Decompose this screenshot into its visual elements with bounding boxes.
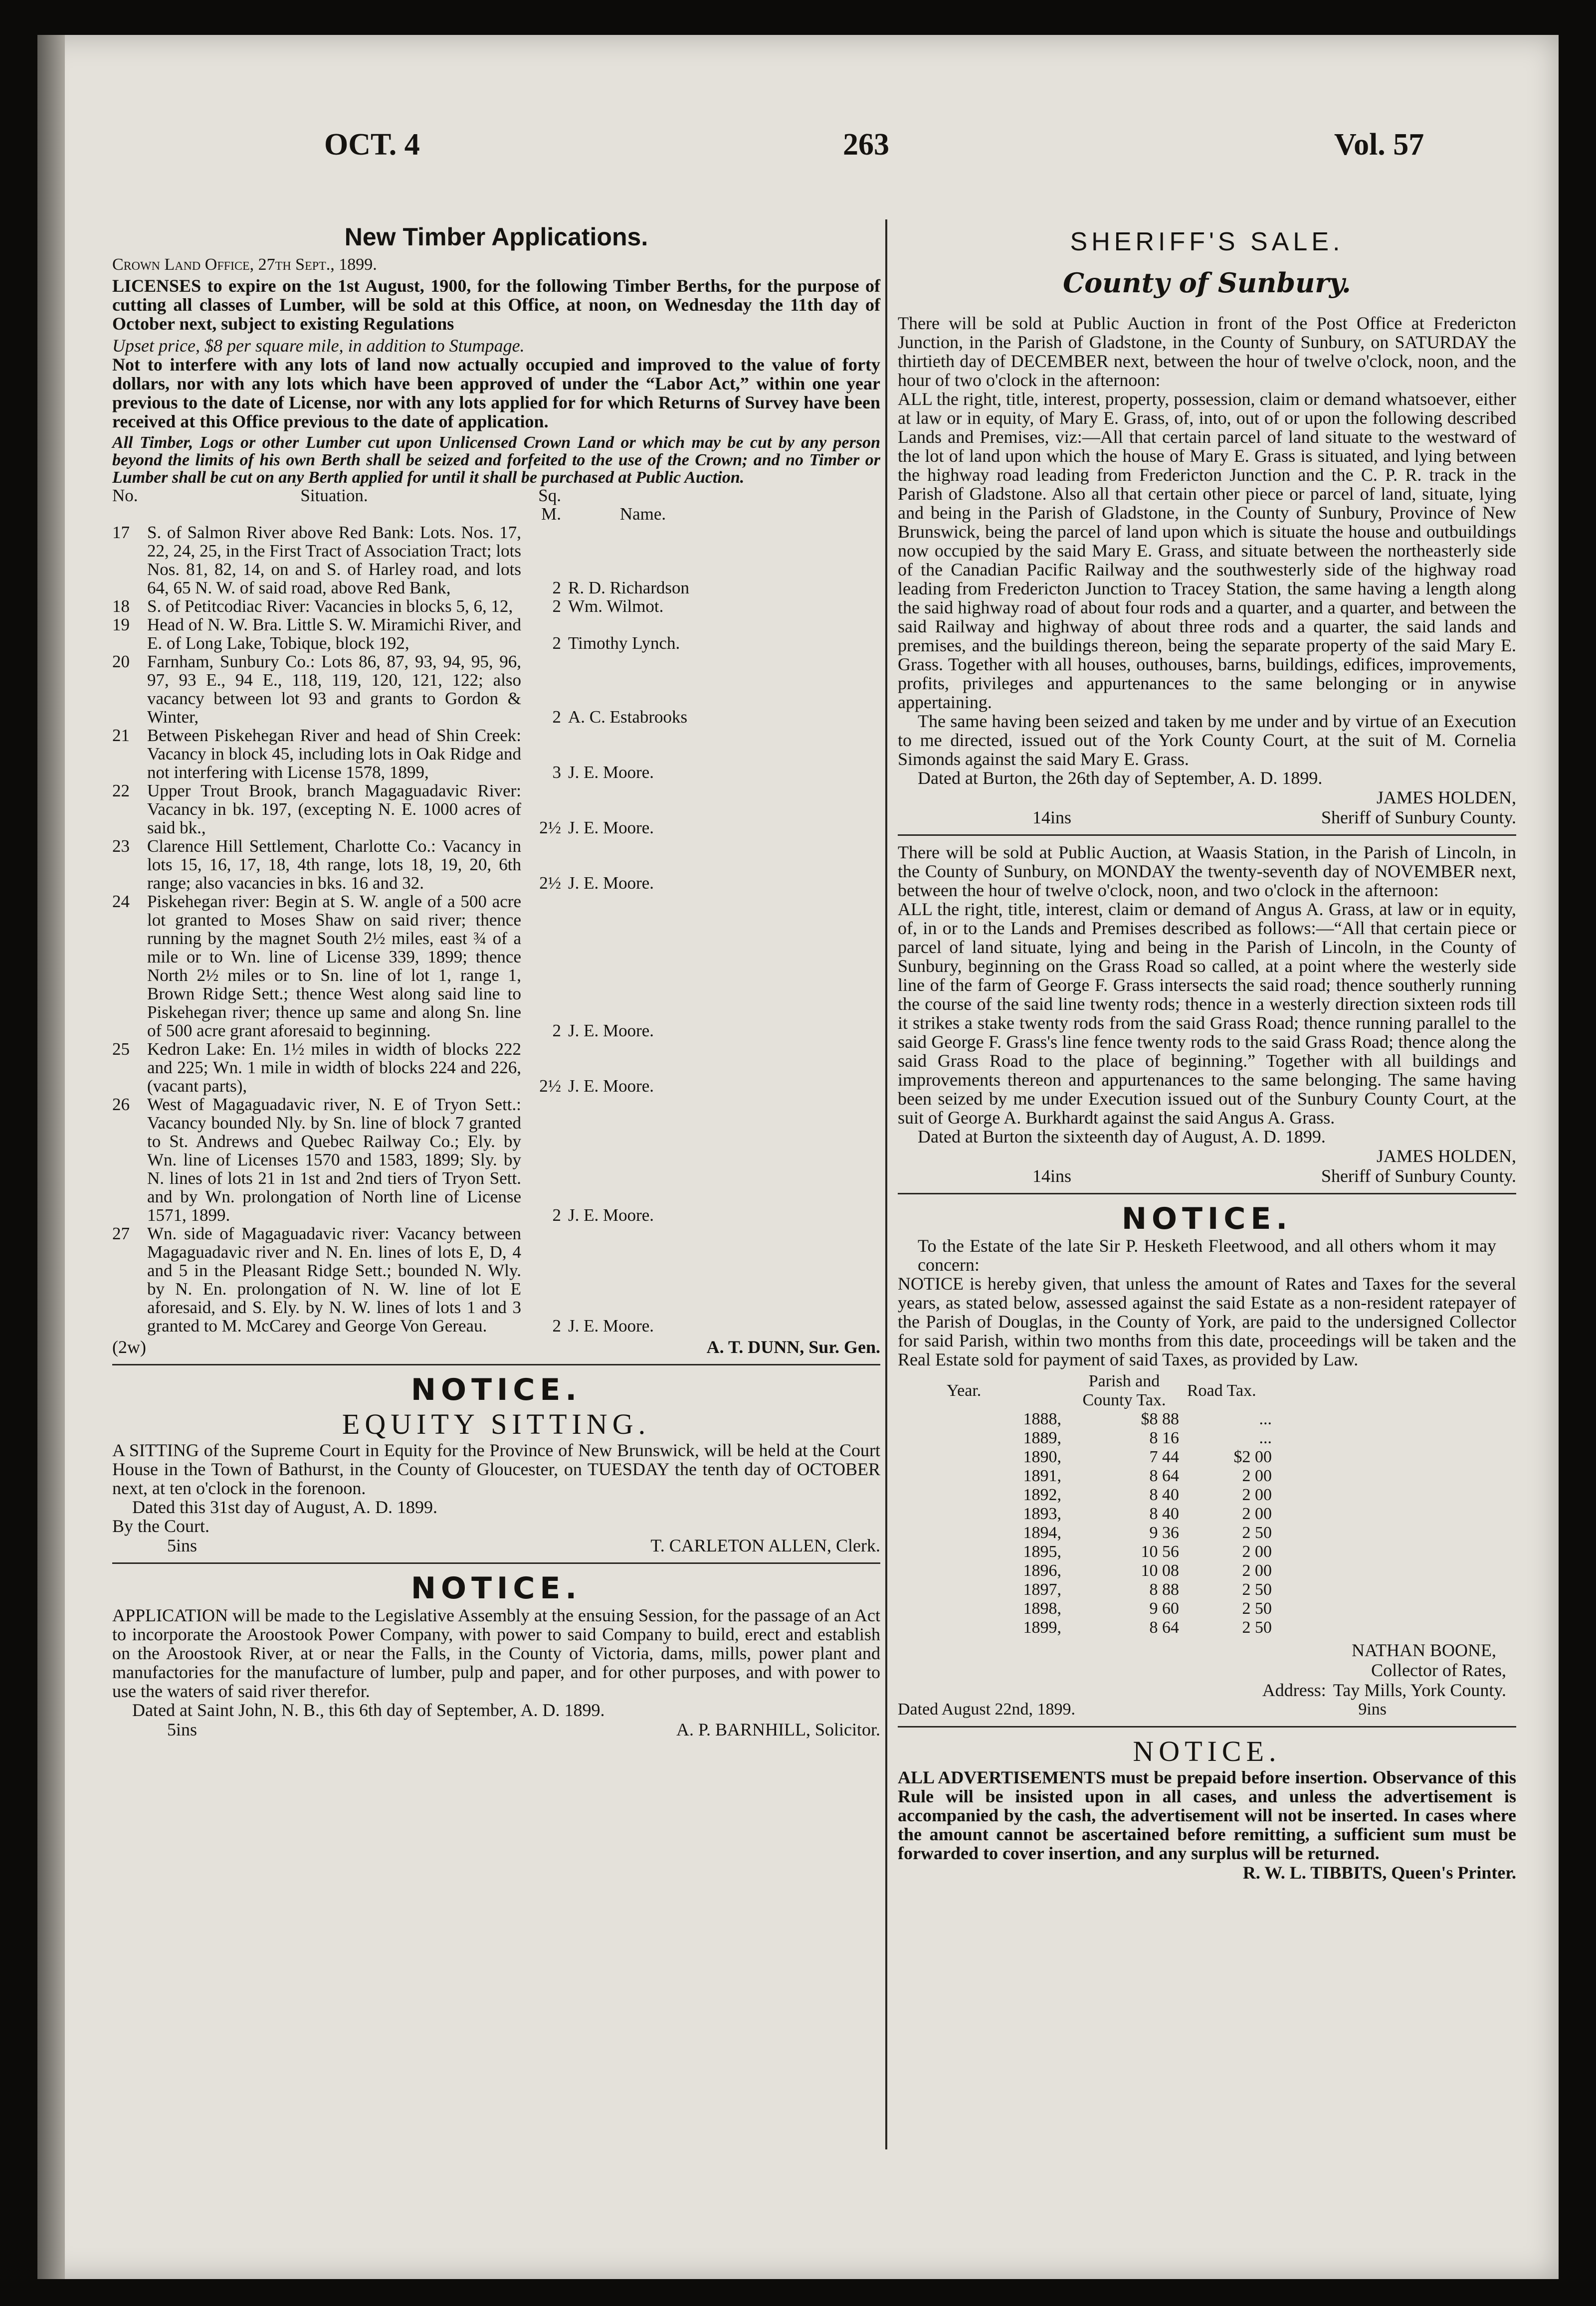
tax-row-parish: 8 88 [1149, 1580, 1179, 1599]
sheriff-sale2-intro: There will be sold at Public Auction, at Waasis Station, in the Parish of Lincoln, in the County of Sunbury, on MONDAY the twenty-seventh day of NOVEMBER next, between the hour of twelve o'clock, noon, and two o'clock in the afternoon: [898, 842, 1516, 900]
timber-row-situation: Clarence Hill Settlement, Charlotte Co.: Vacancy in lots 15, 16, 17, 18, 4th range, lots 18, 19, 20, 6th range; also vacancies in bks. 16 and 32. [147, 836, 521, 893]
sheriff-sale1-signer: JAMES HOLDEN, [1376, 787, 1516, 807]
timber-row [112, 597, 718, 615]
tax-row-parish: 8 64 [1149, 1618, 1179, 1637]
sheriff-sale2-insertions: 14ins [1032, 1166, 1072, 1186]
tax-row-road: 2 50 [1242, 1524, 1272, 1542]
divider [898, 1193, 1516, 1194]
tax-row-year: 1892, [1023, 1486, 1061, 1504]
timber-row-sq: 2½ [539, 818, 561, 837]
timber-row-sq: 2 [552, 1021, 561, 1040]
tax-row-road: 2 00 [1242, 1505, 1272, 1523]
timber-row-no: 23 [112, 836, 130, 856]
timber-intro: LICENSES to expire on the 1st August, 1900, for the following Timber Berths, for the purpose of cutting all classes of Lumber, will be sold at this Office, at noon, on Wednesday the 11th day of October next, subject to existing Regulations [112, 276, 880, 334]
equity-dated: Dated this 31st day of August, A. D. 1899. [132, 1497, 437, 1517]
tax-row [943, 1618, 1276, 1637]
tax-row [943, 1561, 1276, 1580]
tax-col-parish: Parish and County Tax. [1082, 1372, 1166, 1409]
timber-row-name: J. E. Moore. [568, 763, 654, 782]
tax-row-year: 1889, [1023, 1429, 1061, 1447]
advert-signature: R. W. L. TIBBITS, Queen's Printer. [1242, 1863, 1516, 1883]
fleetwood-heading: NOTICE. [1121, 1201, 1293, 1236]
timber-row-no: 22 [112, 781, 130, 800]
fleetwood-dated: Dated August 22nd, 1899. [898, 1700, 1076, 1719]
timber-row-situation: Head of N. W. Bra. Little S. W. Miramichi River, and E. of Long Lake, Tobique, block 192, [147, 615, 521, 653]
timber-row-no: 26 [112, 1095, 130, 1114]
timber-issue: (2w) [112, 1337, 146, 1357]
tax-row-parish: 10 56 [1141, 1542, 1179, 1561]
timber-row-no: 25 [112, 1039, 130, 1059]
tax-row-parish: 9 36 [1149, 1524, 1179, 1542]
tax-row-parish: $8 88 [1141, 1410, 1179, 1428]
timber-row [112, 1040, 718, 1095]
col-header-situation: Situation. [300, 486, 368, 505]
fleetwood-body: NOTICE is hereby given, that unless the amount of Rates and Taxes for the several years, as stated below, assessed against the said Estate as a non-resident ratepayer of the Parish of Douglas, in the County of York, are paid to the undersigned Collector for said Parish, within two months from this date, proceedings will be taken and the Real Estate sold for payment of said Taxes, as provided by Law. [898, 1274, 1516, 1369]
equity-insertions: 5ins [167, 1536, 198, 1555]
tax-row-parish: 8 16 [1149, 1429, 1179, 1447]
timber-office: Crown Land Office, 27th Sept., 1899. [112, 255, 377, 274]
sheriff-sale2-dated: Dated at Burton the sixteenth day of August, A. D. 1899. [918, 1127, 1326, 1147]
timber-row-no: 20 [112, 652, 130, 671]
application-heading: NOTICE. [410, 1571, 582, 1606]
timber-row-sq: 2½ [539, 873, 561, 893]
timber-row-sq: 2 [552, 596, 561, 616]
timber-row-name: A. C. Estabrooks [568, 707, 688, 727]
timber-row-no: 21 [112, 726, 130, 745]
tax-row-parish: 8 64 [1149, 1467, 1179, 1485]
header-page-number: 263 [843, 128, 889, 162]
equity-signature: T. CARLETON ALLEN, Clerk. [650, 1536, 880, 1555]
sheriff-sale1-insertions: 14ins [1032, 807, 1072, 827]
timber-row-name: J. E. Moore. [568, 1021, 654, 1040]
newspaper-page [37, 35, 1559, 2279]
timber-row-name: J. E. Moore. [568, 1316, 654, 1336]
tax-row-parish: 9 60 [1149, 1599, 1179, 1618]
timber-row [112, 615, 718, 652]
divider [898, 1726, 1516, 1728]
tax-row-year: 1894, [1023, 1524, 1061, 1542]
sheriff-sale1-signer-title: Sheriff of Sunbury County. [1321, 807, 1516, 827]
tax-row-road: 2 50 [1242, 1580, 1272, 1599]
tax-row-road: ... [1259, 1429, 1272, 1447]
tax-row-parish: 8 40 [1149, 1486, 1179, 1504]
tax-row-road: ... [1259, 1410, 1272, 1428]
application-body: APPLICATION will be made to the Legislative Assembly at the ensuing Session, for the passage of an Act to incorporate the Aroostook Power Company, with power to said Company to build, erect and establish on the Aroostook River, at or near the Falls, in the County of Victoria, dams, mills, power plant and manufactories for the manufacture of lumber, pulp and paper, and for other purposes, and with power to use the waters of said river therefor. [112, 1605, 880, 1701]
divider [112, 1562, 880, 1564]
tax-row-road: 2 00 [1242, 1486, 1272, 1504]
tax-row [943, 1599, 1276, 1618]
timber-conditions: Not to interfere with any lots of land now actually occupied and improved to the value of forty dollars, nor with any lots which have been approved of under the “Labor Act,” within one year previous to the date of License, nor with any lots applied for for which Returns of Survey have been received at this Office previous to the date of application. [112, 355, 880, 431]
tax-row [943, 1524, 1276, 1542]
timber-row-name: R. D. Richardson [568, 578, 690, 597]
timber-row-situation: Farnham, Sunbury Co.: Lots 86, 87, 93, 94, 95, 96, 97, 93 E., 94 E., 118, 119, 120, 121, 122; also vacancy between lot 93 and grants to Gordon & Winter, [147, 652, 521, 727]
tax-row-road: $2 00 [1233, 1448, 1272, 1466]
tax-row-road: 2 50 [1242, 1618, 1272, 1637]
timber-row-name: J. E. Moore. [568, 873, 654, 893]
timber-row-sq: 3 [552, 763, 561, 782]
tax-row-parish: 10 08 [1141, 1561, 1179, 1580]
sheriff-county: County of Sunbury. [1063, 267, 1351, 299]
timber-warning: All Timber, Logs or other Lumber cut upon Unlicensed Crown Land or which may be cut by any person beyond the limits of his own Berth shall be seized and forfeited to the use of the Crown; and no Timber or Lumber shall be cut on any Berth applied for until it shall be purchased at Public Auction. [112, 433, 880, 487]
application-dated: Dated at Saint John, N. B., this 6th day of September, A. D. 1899. [132, 1700, 605, 1720]
timber-row-sq: 2 [552, 707, 561, 727]
tax-row-road: 2 00 [1242, 1467, 1272, 1485]
timber-row [112, 726, 718, 781]
timber-row-situation: Piskehegan river: Begin at S. W. angle of a 500 acre lot granted to Moses Shaw on said river; thence running by the magnet South 2½ miles, east ¾ of a mile or to Wn. line of License 339, 1899; thence North 2½ miles or to Sn. line of lot 1, range 1, Brown Ridge Sett.; thence West along said line to Piskehegan river; thence up same and along Sn. line of 500 acre grant aforesaid to beginning. [147, 892, 521, 1040]
timber-row-name: J. E. Moore. [568, 1205, 654, 1225]
timber-row-sq: 2 [552, 1316, 561, 1336]
timber-row [112, 837, 718, 892]
tax-row [943, 1505, 1276, 1524]
timber-row-situation: Between Piskehegan River and head of Shin Creek: Vacancy in block 45, including lots in Oak Ridge and not interfering with License 1578, 1899, [147, 726, 521, 782]
equity-by: By the Court. [112, 1516, 209, 1536]
tax-row [943, 1580, 1276, 1599]
timber-row [112, 892, 718, 1040]
equity-subheading: EQUITY SITTING. [342, 1408, 651, 1440]
timber-row-sq: 2 [552, 578, 561, 597]
timber-row-name: Timothy Lynch. [568, 633, 680, 653]
tax-row [943, 1410, 1276, 1429]
tax-row-year: 1890, [1023, 1448, 1061, 1466]
equity-body: A SITTING of the Supreme Court in Equity for the Province of New Brunswick, will be held at the Court House in the Town of Bathurst, in the County of Gloucester, on TUESDAY the tenth day of OCTOBER next, at ten o'clock in the forenoon. [112, 1440, 880, 1498]
equity-heading: NOTICE. [410, 1372, 582, 1407]
advert-body: ALL ADVERTISEMENTS must be prepaid before insertion. Observance of this Rule will be insisted upon in all cases, and unless the advertisement is accompanied by the cash, the advertisement will not be inserted. In cases where the amount cannot be ascertained before remitting, a sufficient sum must be forwarded to cover insertion, and any surplus will be returned. [898, 1767, 1516, 1863]
timber-row-situation: West of Magaguadavic river, N. E of Tryon Sett.: Vacancy bounded Nly. by Sn. line of block 7 granted to St. Andrews and Quebec Railway Co.; Ely. by Wn. line of Licenses 1570 and 1583, 1899; Sly. by N. lines of lots 21 in 1st and 2nd tiers of Tryon Sett. and by Wn. prolongation of North line of License 1571, 1899. [147, 1095, 521, 1225]
timber-row-situation: Kedron Lake: En. 1½ miles in width of blocks 222 and 225; Wn. 1 mile in width of blocks 224 and 226, (vacant parts), [147, 1039, 521, 1096]
timber-title: New Timber Applications. [344, 223, 648, 251]
tax-row-road: 2 50 [1242, 1599, 1272, 1618]
timber-signature: A. T. DUNN, Sur. Gen. [706, 1337, 880, 1357]
sheriff-sale1-intro: There will be sold at Public Auction in front of the Post Office at Fredericton Junction, in the Parish of Gladstone, in the County of Sunbury, on SATURDAY the thirtieth day of DECEMBER next, between the hour of twelve o'clock, noon, and the hour of two o'clock in the afternoon: [898, 313, 1516, 390]
timber-row [112, 1224, 718, 1335]
application-insertions: 5ins [167, 1720, 198, 1739]
tax-col-year: Year. [947, 1381, 982, 1400]
timber-row [112, 523, 718, 597]
tax-row [943, 1429, 1276, 1448]
header-date: OCT. 4 [324, 128, 420, 162]
timber-row-no: 19 [112, 615, 130, 634]
tax-table [943, 1372, 1276, 1637]
timber-row-name: J. E. Moore. [568, 818, 654, 837]
timber-row-situation: Wn. side of Magaguadavic river: Vacancy between Magaguadavic river and N. En. lines of lots E, D, 4 and 5 in the Pleasant Ridge Sett.; bounded N. Wly. by N. En. prolongation of N. W. line of lot E aforesaid, and S. Ely. by N. W. lines of lots 1 and 3 granted to M. McCarey and George Von Gereau. [147, 1224, 521, 1336]
timber-row-situation: S. of Petitcodiac River: Vacancies in blocks 5, 6, 12, [147, 596, 513, 616]
tax-row-parish: 8 40 [1149, 1505, 1179, 1523]
sheriff-sale2-body: ALL the right, title, interest, claim or demand of Angus A. Grass, at law or in equity, of, in or to the Lands and Premises described as follows:—“All that certain piece or parcel of land situate, lying and being in the Parish of Lincoln, in the County of Sunbury, beginning on the Grass Road so called, at a point where the westerly side line of the farm of George F. Grass intersects the said road; thence southerly running the course of the said line twenty rods; thence in a westerly direction sixteen rods till it strikes a stake twenty rods from the said Grass Road; thence running parallel to the said George F. Grass's line fence twenty rods to the said Grass Road; thence along the said Grass Road to the place of beginning.” Together with all buildings and improvements thereon and appurtenances to the same belonging. The same having been seized by me under Execution issued out of the Sunbury County Court, at the suit of George A. Burkhardt against the said Angus A. Grass. [898, 899, 1516, 1128]
timber-row [112, 652, 718, 726]
timber-row-name: Wm. Wilmot. [568, 596, 664, 616]
timber-row [112, 781, 718, 837]
sheriff-heading: SHERIFF'S SALE. [1070, 227, 1344, 256]
timber-row-sq: 2 [552, 1205, 561, 1225]
timber-row-sq: 2 [552, 633, 561, 653]
left-column [112, 219, 880, 1739]
tax-row-year: 1888, [1023, 1410, 1061, 1428]
timber-table [112, 486, 718, 1335]
sheriff-sale1-dated: Dated at Burton, the 26th day of September, A. D. 1899. [918, 768, 1323, 788]
fleetwood-address-label: Address: [1262, 1680, 1326, 1700]
timber-upset-price: Upset price, $8 per square mile, in addition to Stumpage. [112, 336, 525, 356]
tax-row-year: 1899, [1023, 1618, 1061, 1637]
advert-heading: NOTICE. [1133, 1735, 1281, 1767]
tax-row [943, 1486, 1276, 1505]
tax-row-road: 2 00 [1242, 1561, 1272, 1580]
tax-row-parish: 7 44 [1149, 1448, 1179, 1466]
binding-gutter [37, 35, 65, 2279]
tax-row [943, 1448, 1276, 1467]
col-header-name: Name. [619, 504, 666, 524]
sheriff-sale1-seized: The same having been seized and taken by me under and by virtue of an Execution to me directed, issued out of the York County Court, at the suit of M. Cornelia Simonds against the said Mary E. Grass. [898, 711, 1516, 769]
tax-col-road: Road Tax. [1187, 1381, 1256, 1400]
timber-row-no: 27 [112, 1224, 130, 1243]
fleetwood-address: To the Estate of the late Sir P. Hesketh Fleetwood, and all others whom it may concern: [918, 1236, 1496, 1275]
timber-row-no: 18 [112, 596, 130, 616]
tax-row-year: 1895, [1023, 1542, 1061, 1561]
timber-row-situation: Upper Trout Brook, branch Magaguadavic River: Vacancy in bk. 197, (excepting N. E. 1000 acres of said bk., [147, 781, 521, 837]
timber-row [112, 1095, 718, 1224]
fleetwood-signer: NATHAN BOONE, [1352, 1640, 1496, 1660]
tax-row-year: 1896, [1023, 1561, 1061, 1580]
timber-row-name: J. E. Moore. [568, 1076, 654, 1096]
tax-row-year: 1893, [1023, 1505, 1061, 1523]
timber-row-no: 17 [112, 523, 130, 542]
tax-row-year: 1897, [1023, 1580, 1061, 1599]
sheriff-sale1-body: ALL the right, title, interest, property, possession, claim or demand whatsoever, either at law or in equity, of Mary E. Grass, of, into, out of or upon the following described Lands and Premises, viz:—All that certain parcel of land situate to the westward of the lot of land upon which the house of Mary E. Grass is situated, and lying between the highway road leading from Fredericton Junction and the C. P. R. track in the Parish of Gladstone. Also all that certain other piece or parcel of land, situate, lying and being in the Parish of Gladstone, in the County of Sunbury, Province of New Brunswick, being the parcel of land upon which is situate the house and outbuildings now occupied by the said Mary E. Grass, and situate between the northeasterly side of the Canadian Pacific Railway and the southwesterly side of the highway road leading from Fredericton Junction to Tracey Station, the same having a length along the said highway road of about four rods and a quarter, and a quarter, and between the said Railway and highway of about three rods and a quarter, the said lands and premises, and the buildings thereon, being the separate property of the said Mary E. Grass. Together with all houses, outhouses, barns, buildings, edifices, improvements, profits, privileges and appurtenances to the same belonging or in anywise appertaining. [898, 389, 1516, 712]
col-header-sq: Sq. M. [538, 486, 561, 524]
sheriff-sale2-signer-title: Sheriff of Sunbury County. [1321, 1166, 1516, 1186]
fleetwood-insertions: 9ins [1358, 1700, 1387, 1719]
timber-row-no: 24 [112, 892, 130, 911]
application-signature: A. P. BARNHILL, Solicitor. [676, 1720, 880, 1739]
tax-row-year: 1891, [1023, 1467, 1061, 1485]
tax-row [943, 1542, 1276, 1561]
column-divider [885, 219, 887, 2149]
divider [112, 1364, 880, 1365]
header-volume: Vol. 57 [1334, 128, 1424, 162]
fleetwood-signer-title: Collector of Rates, [1371, 1660, 1506, 1680]
timber-row-sq: 2½ [539, 1076, 561, 1096]
tax-row [943, 1467, 1276, 1486]
right-column [898, 219, 1516, 1883]
divider [898, 834, 1516, 836]
tax-row-road: 2 00 [1242, 1542, 1272, 1561]
fleetwood-address-value: Tay Mills, York County. [1333, 1680, 1506, 1700]
col-header-no: No. [112, 486, 138, 505]
timber-row-situation: S. of Salmon River above Red Bank: Lots. Nos. 17, 22, 24, 25, in the First Tract of Association Tract; lots Nos. 81, 82, 14, on and S. of Harley road, and lots 64, 65 N. W. of said road, above Red Bank, [147, 523, 521, 597]
sheriff-sale2-signer: JAMES HOLDEN, [1376, 1146, 1516, 1166]
tax-row-year: 1898, [1023, 1599, 1061, 1618]
